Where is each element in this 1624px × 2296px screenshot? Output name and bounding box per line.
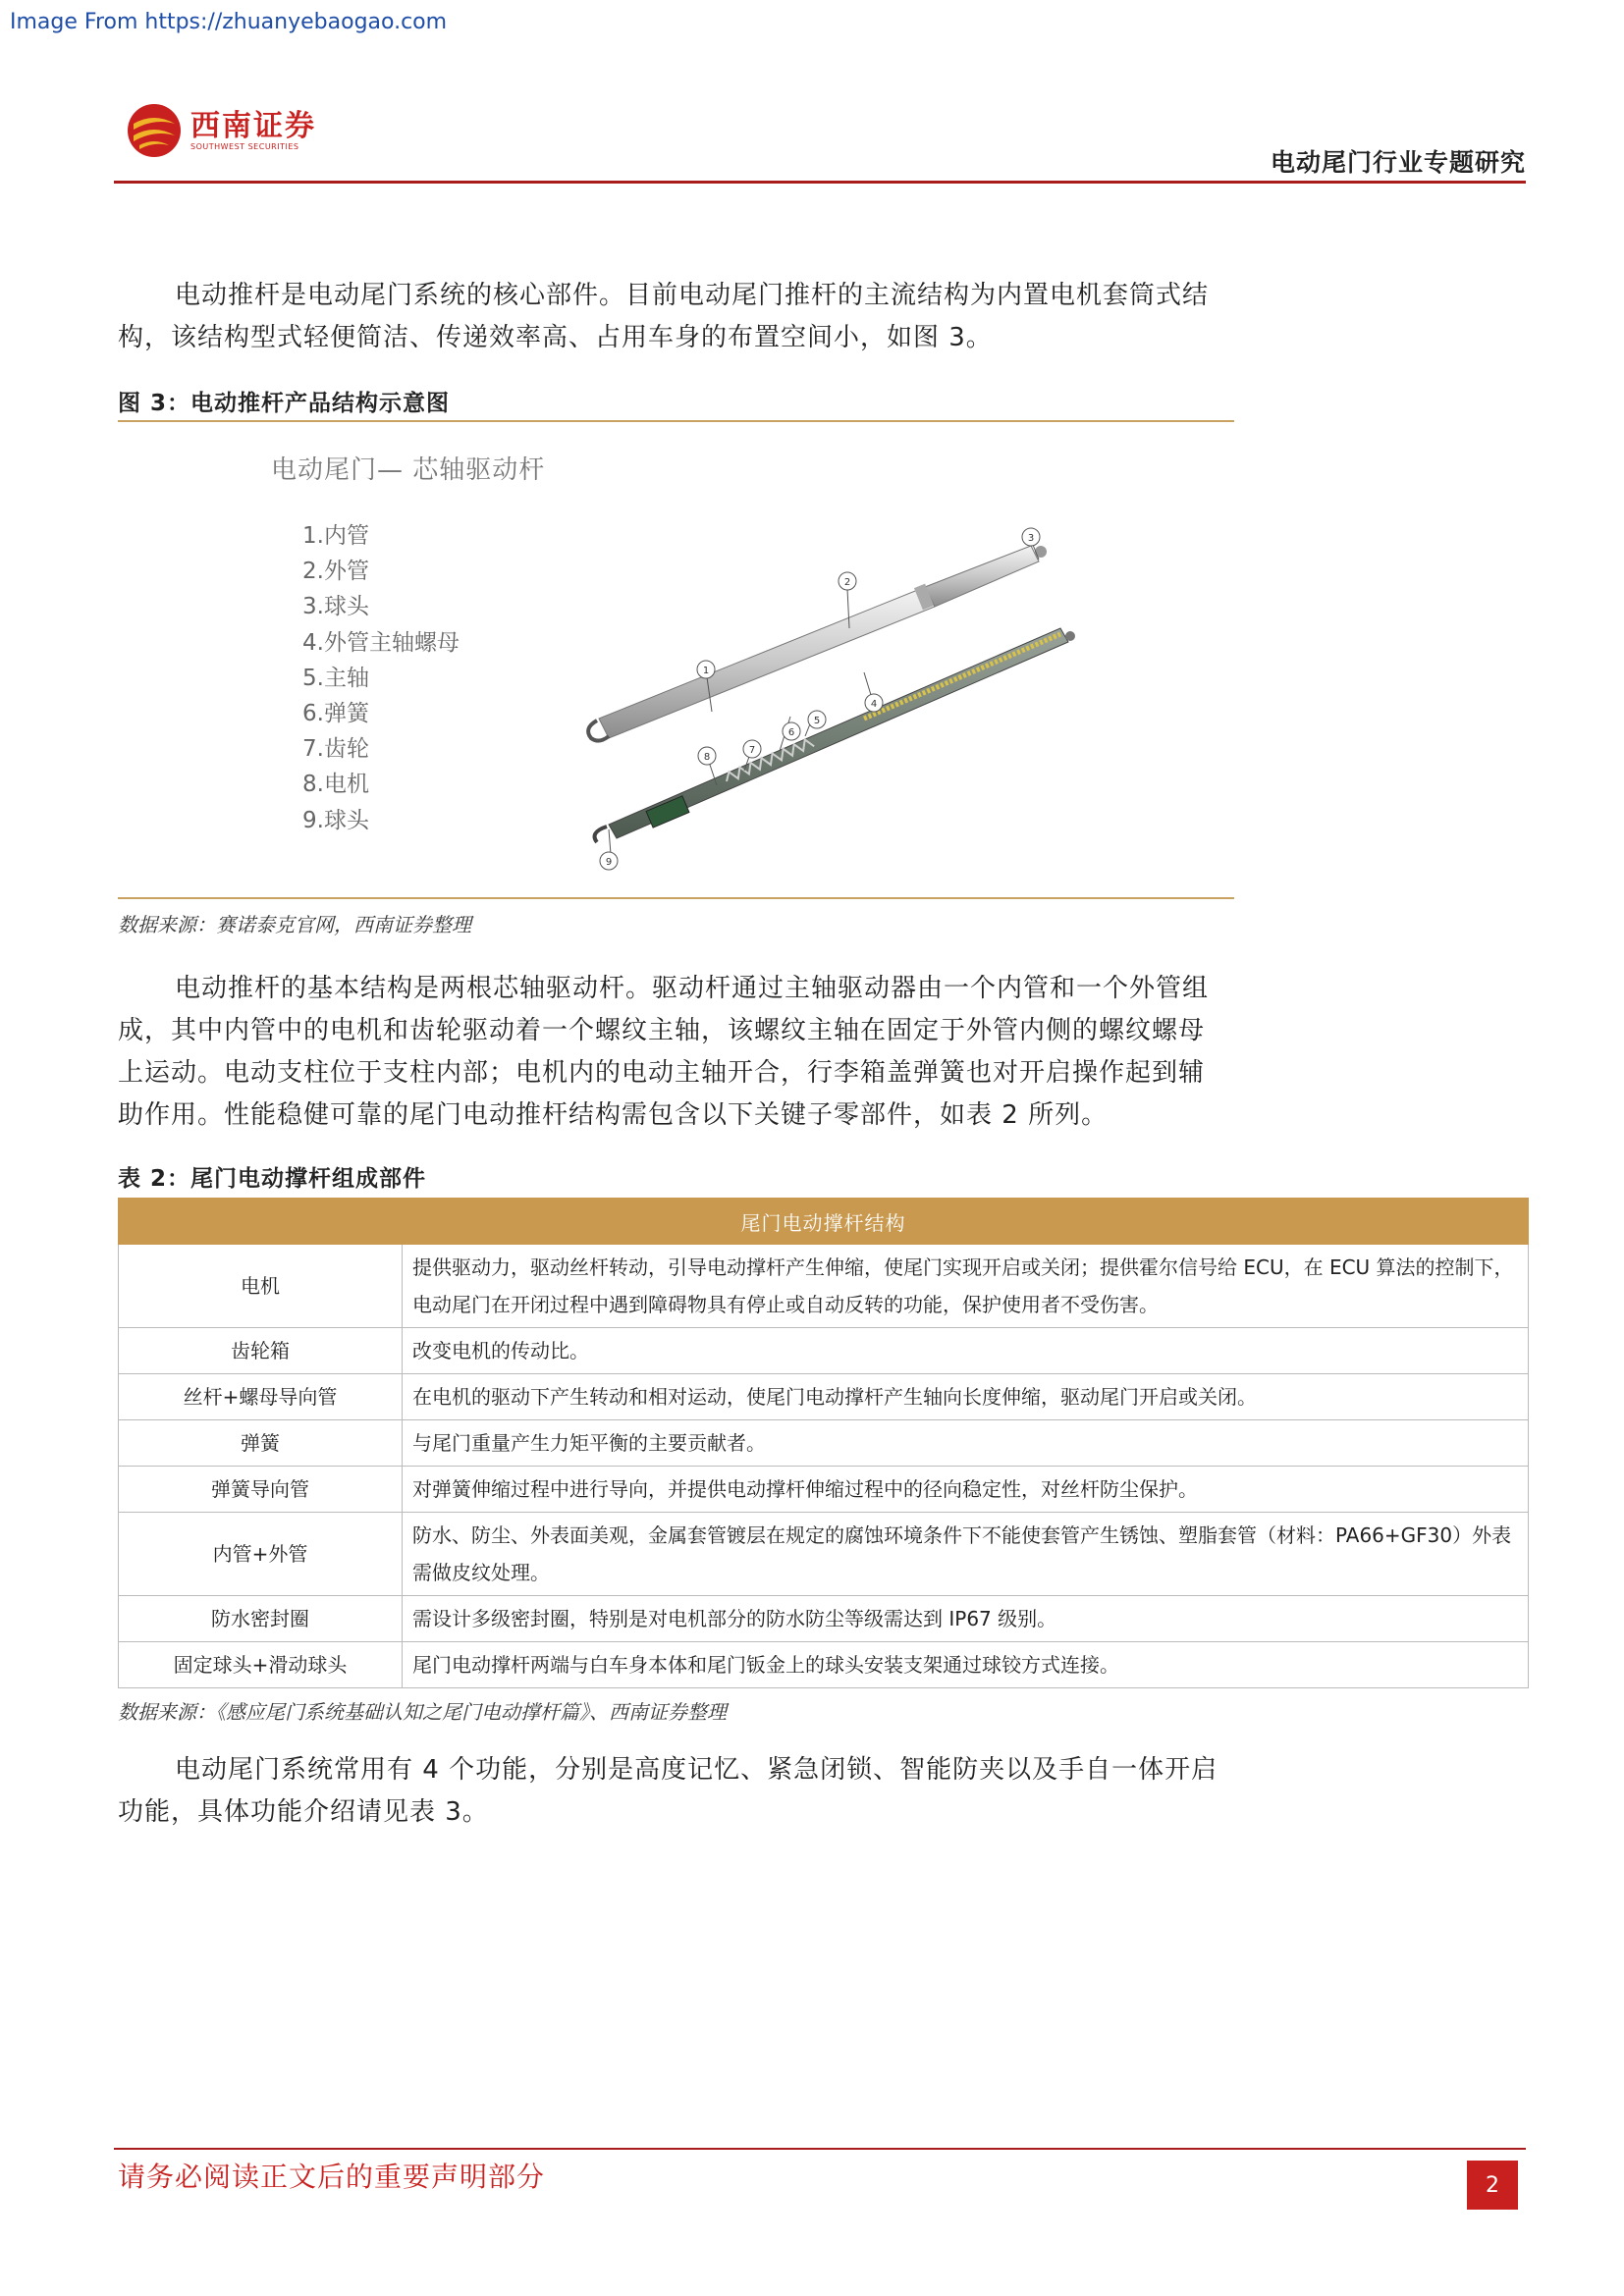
callout-label: 9 <box>605 857 613 868</box>
table-header: 尾门电动撑杆结构 <box>119 1199 1529 1245</box>
callout-label: 3 <box>1027 533 1035 544</box>
figure-source: 数据来源：赛诺泰克官网，西南证券整理 <box>118 913 471 936</box>
table-caption: 表 2：尾门电动撑杆组成部件 <box>118 1166 427 1192</box>
table-row <box>119 1328 1529 1374</box>
table-row <box>119 1374 1529 1420</box>
legend-item: 1.内管 <box>302 523 369 549</box>
part-name: 弹簧 <box>119 1420 403 1467</box>
part-description: 尾门电动撑杆两端与白车身本体和尾门钣金上的球头安装支架通过球铰方式连接。 <box>403 1642 1529 1688</box>
table-source: 数据来源：《感应尾门系统基础认知之尾门电动撑杆篇》、西南证券整理 <box>118 1700 727 1724</box>
legend-item: 4.外管主轴螺母 <box>302 629 460 656</box>
legend-item: 8.电机 <box>302 772 369 798</box>
legend-item: 5.主轴 <box>302 665 369 691</box>
part-description: 提供驱动力，驱动丝杆转动，引导电动撑杆产生伸缩，使尾门实现开启或关闭；提供霍尔信号给 ECU，在 ECU 算法的控制下，电动尾门在开闭过程中遇到障碍物具有停止或自动反转的功能，保护使用者不受伤害。 <box>403 1245 1529 1328</box>
part-name: 弹簧导向管 <box>119 1467 403 1513</box>
structure-paragraph: 电动推杆的基本结构是两根芯轴驱动杆。驱动杆通过主轴驱动器由一个内管和一个外管组成，其中内管中的电机和齿轮驱动着一个螺纹主轴，该螺纹主轴在固定于外管内侧的螺纹螺母上运动。电动支柱位于支柱内部；电机内的电动主轴开合，行李箱盖弹簧也对开启操作起到辅助作用。性能稳健可靠的尾门电动推杆结构需包含以下关键子零部件，如表 2 所列。 <box>118 974 1210 1130</box>
page-number: 2 <box>1467 2161 1518 2210</box>
part-description: 在电机的驱动下产生转动和相对运动，使尾门电动撑杆产生轴向长度伸缩，驱动尾门开启或关闭。 <box>403 1374 1529 1420</box>
part-description: 对弹簧伸缩过程中进行导向，并提供电动撑杆伸缩过程中的径向稳定性，对丝杆防尘保护。 <box>403 1467 1529 1513</box>
company-logo <box>126 102 316 159</box>
table-row <box>119 1642 1529 1688</box>
part-name: 内管+外管 <box>119 1513 403 1596</box>
callout-label: 4 <box>870 699 878 710</box>
logo-sun-icon <box>126 102 183 159</box>
figure-caption: 图 3：电动推杆产品结构示意图 <box>118 391 451 416</box>
part-description: 与尾门重量产生力矩平衡的主要贡献者。 <box>403 1420 1529 1467</box>
push-rod-diagram <box>569 491 1080 883</box>
part-name: 丝杆+螺母导向管 <box>119 1374 403 1420</box>
logo-english-name: SOUTHWEST SECURITIES <box>190 141 299 151</box>
intro-paragraph: 电动推杆是电动尾门系统的核心部件。目前电动尾门推杆的主流结构为内置电机套筒式结构，该结构型式轻便简洁、传递效率高、占用车身的布置空间小，如图 3。 <box>118 281 1210 352</box>
callout-label: 8 <box>703 752 711 763</box>
table-row <box>119 1596 1529 1642</box>
report-title: 电动尾门行业专题研究 <box>1270 148 1526 177</box>
callout-label: 5 <box>813 716 821 726</box>
figure-top-rule <box>118 420 1234 422</box>
table-row <box>119 1467 1529 1513</box>
callout-label: 1 <box>702 666 710 676</box>
part-description: 防水、防尘、外表面美观，金属套管镀层在规定的腐蚀环境条件下不能使套管产生锈蚀、塑脂套管（材料：PA66+GF30）外表需做皮纹处理。 <box>403 1513 1529 1596</box>
table-row <box>119 1245 1529 1328</box>
header-divider <box>114 181 1526 184</box>
cutaway-rod <box>595 628 1075 842</box>
parts-legend <box>302 518 460 838</box>
part-name: 电机 <box>119 1245 403 1328</box>
source-url: Image From https://zhuanyebaogao.com <box>10 10 448 34</box>
footer-divider <box>114 2148 1526 2150</box>
legend-item: 9.球头 <box>302 807 369 833</box>
logo-chinese-name: 西南证券 <box>190 108 316 143</box>
part-name: 固定球头+滑动球头 <box>119 1642 403 1688</box>
figure-bottom-rule <box>118 897 1234 899</box>
parts-table <box>118 1198 1529 1688</box>
legend-item: 6.弹簧 <box>302 701 369 727</box>
part-description: 改变电机的传动比。 <box>403 1328 1529 1374</box>
part-description: 需设计多级密封圈，特别是对电机部分的防水防尘等级需达到 IP67 级别。 <box>403 1596 1529 1642</box>
legend-item: 3.球头 <box>302 594 369 620</box>
footer-disclaimer: 请务必阅读正文后的重要声明部分 <box>118 2161 546 2193</box>
legend-item: 7.齿轮 <box>302 736 369 763</box>
table-row <box>119 1420 1529 1467</box>
figure-title: 电动尾门— 芯轴驱动杆 <box>271 455 546 485</box>
table-row <box>119 1513 1529 1596</box>
callout-label: 7 <box>748 745 756 756</box>
callout-label: 2 <box>843 577 851 588</box>
legend-item: 2.外管 <box>302 559 369 585</box>
part-name: 防水密封圈 <box>119 1596 403 1642</box>
table-header-row <box>119 1199 1529 1245</box>
callout-label: 6 <box>787 727 795 738</box>
callout-4 <box>864 672 883 712</box>
part-name: 齿轮箱 <box>119 1328 403 1374</box>
function-paragraph: 电动尾门系统常用有 4 个功能，分别是高度记忆、紧急闭锁、智能防夹以及手自一体开启功能，具体功能介绍请见表 3。 <box>118 1755 1218 1827</box>
